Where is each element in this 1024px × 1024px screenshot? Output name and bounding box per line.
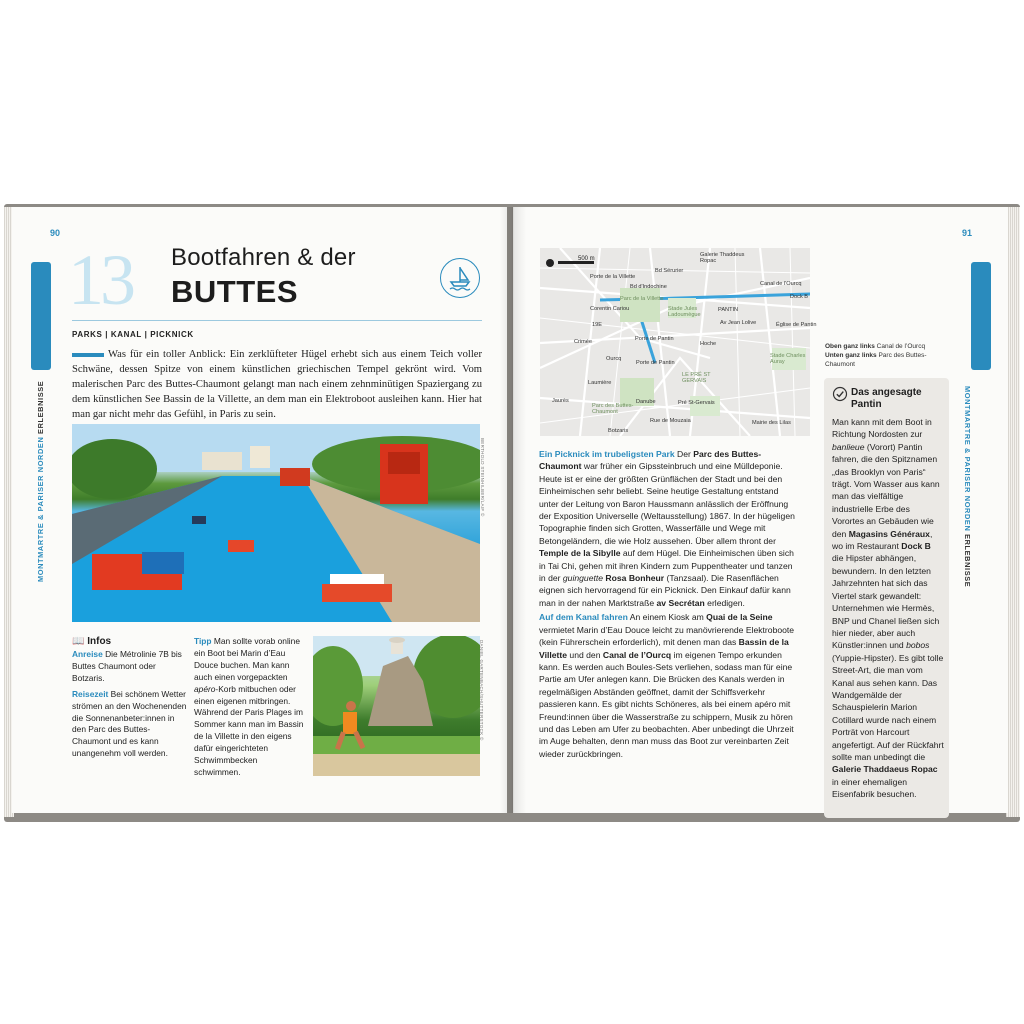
para1-t4: (Tanzsaal). Die Rasenflächen eignen sich hervorragend für ein Picknick. Den Einkauf dafür kann man in der nahen Marktstraße — [539, 573, 791, 608]
para2-b2: Bassin de la Villette — [539, 637, 789, 660]
box-t2: (Vorort) Pantin fahren, die den Spitznamen „das Brooklyn von Paris“ trägt. Vom Wasser aus kann man das vielfältige industrielle Erbe des Vorortes an Gebäuden wie den — [832, 441, 940, 539]
caption-2-bold: Unten ganz links — [825, 352, 877, 359]
map-label: Rue de Mouzaia — [650, 418, 691, 424]
caption-line-1 — [825, 342, 955, 351]
chapter-tab-left — [31, 262, 51, 370]
para1-b4: av Secrétan — [656, 597, 705, 608]
intro-paragraph — [72, 347, 482, 422]
page-number-right: 91 — [962, 228, 973, 238]
box-title-line1: Das angesagte — [851, 387, 922, 398]
map-label: Dock B — [790, 294, 809, 300]
canal-photo — [72, 424, 480, 622]
map-label: Porte de Pantin — [635, 336, 674, 342]
para1-b2: Temple de la Sibylle — [539, 548, 621, 559]
side-label-section-right: MONTMARTRE & PARISER NORDEN — [963, 386, 972, 532]
book-gutter — [500, 207, 526, 813]
reisezeit-text: Bei schönem Wetter strömen an den Wochenenden die Sonnenanbeter:innen in den Parc des Buttes-Chaumont und es kann unangenehm voll werden. — [72, 688, 187, 759]
photo-credit-1: BERTHOLD STEINHILBER/LAIF © — [480, 438, 485, 517]
anreise-label: Anreise — [72, 649, 103, 659]
para1-t5: erledigen. — [704, 597, 745, 608]
tipp-label: Tipp — [194, 636, 212, 646]
para2-t2: vermietet Marin d’Eau Douce leicht zu manövrierende Elektroboote (kein Führerschein erforderlich), mit denen man das — [539, 624, 795, 648]
box-b2: Dock B — [901, 541, 931, 552]
box-b1: Magasins Généraux — [848, 528, 930, 539]
infos-block — [72, 636, 187, 760]
side-label-left — [36, 381, 45, 582]
map-label: Parc des Buttes-Chaumont — [592, 403, 634, 415]
box-title-line2: Pantin — [851, 399, 882, 410]
para1-t3: auf dem Hügel. Die Einheimischen üben sich in Tai Chi, gehen mit ihren Kindern zum Puppentheater und tanzen in der — [539, 548, 794, 584]
box-i1: banlieue — [832, 441, 865, 452]
map-label: Mairie des Lilas — [752, 420, 791, 426]
map-label: Danube — [636, 399, 656, 405]
map-label: Jaurès — [552, 398, 569, 404]
map-scale-label: 500 m — [578, 256, 595, 262]
para2-t1: An einem Kiosk am — [627, 612, 707, 623]
tipp-block — [194, 636, 304, 779]
sidebar-box-pantin — [824, 378, 949, 818]
map-label: Crimée — [574, 339, 593, 345]
page-title-line1: Bootfahren & der — [171, 244, 356, 271]
map-label: Canal de l'Ourcq — [760, 281, 802, 287]
map-label: LE PRÉ ST GERVAIS — [682, 372, 711, 384]
map-label: Porte de la Villette — [590, 274, 636, 280]
anreise-text: Die Métrolinie 7B bis Buttes Chaumont oder Botzaris. — [72, 649, 182, 683]
map-label: Av Jean Lolive — [720, 320, 757, 326]
infos-reisezeit — [72, 689, 187, 760]
paragraph-kanal — [539, 611, 795, 760]
intro-accent-bar — [72, 353, 104, 357]
map-label: Église de Pantin — [776, 322, 817, 328]
para2-b1: Quai de la Seine — [706, 612, 773, 623]
check-badge-icon — [832, 386, 848, 407]
kicker: PARKS | KANAL | PICKNICK — [72, 330, 194, 339]
side-label-sub: ERLEBNISSE — [36, 380, 45, 434]
box-t1: Man kann mit dem Boot in Richtung Nordosten zur — [832, 417, 932, 440]
map-label: Corentin Cariou — [590, 306, 630, 312]
para1-b3: Rosa Bonheur — [603, 573, 665, 584]
map-label: Laumière — [588, 380, 612, 386]
box-t4: die Hipster abhängen, bewundern. In den letzten Jahrzehnten hat sich das Viertel stark gewandelt: Unternehmen wie Hermès, BNP und Chanel ließen sich hier nieder, aber auch Künstler:innen und — [832, 553, 940, 651]
chapter-number: 13 — [68, 240, 132, 320]
park-photo — [313, 636, 480, 776]
tipp-text-2: -Korb mitbuchen oder einen eigenen mitbringen. Während der Paris Plages im Sommer kann man im Bassin de la Villette in den eigens dafür eingerichteten Schwimmbecken schwimmen. — [194, 683, 304, 777]
infos-anreise — [72, 649, 187, 685]
map-label: Ourcq — [606, 356, 622, 362]
boat-icon — [440, 258, 480, 298]
infos-heading — [72, 636, 187, 647]
box-t6: in einer ehemaligen Eisenfabrik besuchen. — [832, 776, 917, 800]
map-label: Botzaris — [608, 428, 629, 434]
page-edges-right — [1006, 207, 1020, 817]
intro-text: Was für ein toller Anblick: Ein zerklüfteter Hügel erhebt sich aus einem Teich voller Schwäne, dessen Spitze von einem künstlichen griechischen Tempel gekrönt wird. Vom malerischen Parc des Buttes-Chaumont gelangt man nach einem zehnminütigen Spaziergang zu dem künstlichen See Bassin de la Villette, an dem man ein Elektroboot ausleihen kann. Hier hat man gar nicht mehr das Gefühl, in Paris zu sein. — [72, 349, 482, 420]
side-label-sub-right: ERLEBNISSE — [963, 534, 972, 588]
box-t3: , wo im Restaurant — [832, 528, 933, 552]
map-label: Bd d'Indochine — [630, 284, 667, 290]
para1-t1: Der — [674, 449, 694, 459]
side-label-right — [963, 386, 972, 587]
chapter-tab-right — [971, 262, 991, 370]
body-text — [539, 448, 795, 760]
map-label: Bd Sérurier — [655, 268, 684, 274]
map-label: Stade Jules Ladoumègue — [668, 306, 701, 318]
box-b3: Galerie Thaddaeus Ropac — [832, 764, 938, 775]
map-label: PANTIN — [718, 307, 739, 313]
sidebar-box-text — [832, 416, 944, 801]
para1-i1: guinguette — [562, 573, 604, 584]
map-label: Stade Charles Auray — [770, 353, 806, 365]
para2-t3: und den — [567, 649, 603, 660]
caption-1-text: Canal de l’Ourcq — [876, 343, 926, 350]
map-label: Hoche — [700, 341, 717, 347]
paragraph-picknick — [539, 448, 795, 609]
photo-captions — [825, 342, 955, 369]
para1-lead: Ein Picknick im trubeligsten Park — [539, 449, 675, 459]
side-label-section: MONTMARTRE & PARISER NORDEN — [36, 436, 45, 582]
para2-b3: Canal de l’Ourcq — [602, 649, 672, 660]
tipp-text-1: Man sollte vorab online ein Boot bei Marin d’Eau Douce buchen. Man kann auch einen vorgepackten — [194, 636, 300, 682]
box-t5: (Yuppie-Hipster). Es gibt tolle Street-Art, die man vom Kanal aus sehen kann. Das Wandgemälde der Schauspielerin Marion Cotillard wurde nach einem Porträt von Harcourt angefertigt. Auf der Rückfahrt sollte man unbedingt die — [832, 652, 944, 762]
para1-t2: war früher ein Gipssteinbruch und eine Mülldeponie. Heute ist er eine der größten Grünflächen der Stadt und bei den Einheimischen sehr beliebt. Seine heutige Gestaltung entstand unter der Leitung von Baron Haussmann anlässlich der Eröffnung der Exposition Universelle (Weltausstellung) 1867. In der hügeligen Topographie finden sich Grotten, Wasserfälle und Wege mit Betongeländern, die wie Holz aussehen. Über allem thront der — [539, 461, 795, 546]
caption-1-bold: Oben ganz links — [825, 343, 875, 350]
reisezeit-label: Reisezeit — [72, 688, 109, 699]
tipp-text-italic: apéro — [194, 683, 216, 694]
title-rule — [72, 320, 482, 321]
map-label: Porte de Pantin — [636, 360, 675, 366]
sidebar-box-title — [851, 387, 946, 411]
book-icon: 📖 — [72, 636, 85, 647]
para2-lead: Auf dem Kanal fahren — [539, 612, 628, 623]
caption-2-text: Parc des Buttes-Chaumont — [825, 352, 927, 368]
map-label: Parc de la Villette — [620, 296, 664, 302]
para2-t4: im eigenen Tempo erkunden kann. Es werden auch Boules-Sets verliehen, sodass man für eine Partie am Ufer anlegen kann. Die Brücken des Kanals werden in regelmäßigen Abständen geöffnet, damit der Schiffsverkehr passieren kann. Es gibt nichts Schöneres, als bei einem apéro mit Freund:innen über die Wasserstraße zu schippern, Musik zu hören und das Leben am Ufer zu beobachten. Aber unbedingt die Uhrzeit im Auge behalten, denn man muss das Boot zur vereinbarten Zeit wieder zurückbringen. — [539, 649, 794, 759]
photo-credit-2: DANIEL GARTENBACH/SHUTTERSTOCK © — [479, 640, 484, 741]
caption-line-2 — [825, 351, 955, 369]
box-i2: bobos — [906, 640, 930, 651]
page-title-line2: BUTTES — [171, 274, 298, 309]
map-label: 19E — [592, 322, 602, 328]
para1-b1: Parc des Buttes-Chaumont — [539, 449, 762, 472]
map-label: Galerie Thaddeus Ropac — [700, 252, 745, 264]
page-number-left: 90 — [50, 228, 61, 238]
map-label: Pré St-Gervais — [678, 400, 715, 406]
infos-heading-text: Infos — [87, 636, 112, 647]
